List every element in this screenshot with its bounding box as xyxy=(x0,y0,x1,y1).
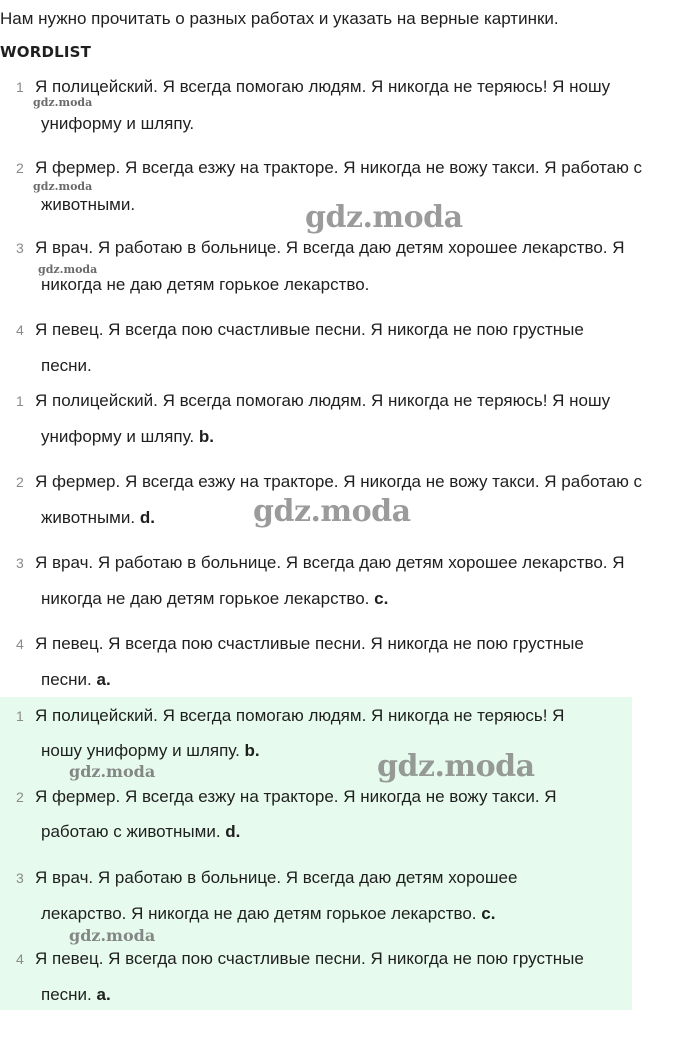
answer-letter: a. xyxy=(96,670,111,689)
item-line-2: лекарство. Я никогда не даю детям горькое лекарство. c. xyxy=(41,904,496,923)
item-line-1: Я фермер. Я всегда езжу на тракторе. Я никогда не вожу такси. Я xyxy=(35,787,557,806)
item-line-2: песни. a. xyxy=(41,985,111,1004)
watermark: gdz.moda xyxy=(69,762,156,781)
watermark: gdz.moda xyxy=(38,263,98,276)
item-line-2: униформу и шляпу. b. xyxy=(41,427,214,446)
item-line-1: Я певец. Я всегда пою счастливые песни. Я никогда не пою грустные xyxy=(35,634,584,653)
item-line-1: Я певец. Я всегда пою счастливые песни. Я никогда не пою грустные xyxy=(35,320,584,339)
item-number: 2 xyxy=(16,160,24,176)
item-line-2: ношу униформу и шляпу. b. xyxy=(41,741,260,760)
item-number: 4 xyxy=(16,636,24,652)
intro-text: Нам нужно прочитать о разных работах и указать на верные картинки. xyxy=(0,9,559,28)
watermark: gdz.moda xyxy=(377,749,535,784)
item-line-1: Я врач. Я работаю в больнице. Я всегда даю детям хорошее лекарство. Я xyxy=(35,553,625,572)
item-line-2: работаю с животными. d. xyxy=(41,822,241,841)
watermark: gdz.moda xyxy=(33,96,93,109)
item-line-1: Я врач. Я работаю в больнице. Я всегда даю детям хорошее лекарство. Я xyxy=(35,238,625,257)
watermark: gdz.moda xyxy=(33,180,93,193)
item-line-1: Я полицейский. Я всегда помогаю людям. Я никогда не теряюсь! Я xyxy=(35,706,565,725)
item-line-1: Я полицейский. Я всегда помогаю людям. Я никогда не теряюсь! Я ношу xyxy=(35,77,611,96)
answer-letter: d. xyxy=(225,822,241,841)
item-line-2: никогда не даю детям горькое лекарство. c. xyxy=(41,589,389,608)
answer-letter: d. xyxy=(139,508,155,527)
item-line-2: песни. a. xyxy=(41,670,111,689)
item-number: 3 xyxy=(16,870,24,886)
item-number: 3 xyxy=(16,555,24,571)
item-number: 1 xyxy=(16,708,24,724)
answer-letter: c. xyxy=(374,589,389,608)
answer-letter: a. xyxy=(96,985,111,1004)
item-number: 3 xyxy=(16,240,24,256)
answer-letter: b. xyxy=(244,741,260,760)
item-number: 2 xyxy=(16,789,24,805)
item-line-2: животными. xyxy=(41,195,136,214)
item-line-2: животными. d. xyxy=(41,508,155,527)
watermark: gdz.moda xyxy=(69,926,156,945)
watermark: gdz.moda xyxy=(253,494,411,529)
item-line-2: песни. xyxy=(41,356,92,375)
item-number: 1 xyxy=(16,79,24,95)
answer-letter: c. xyxy=(481,904,496,923)
item-number: 4 xyxy=(16,322,24,338)
answer-letter: b. xyxy=(198,427,214,446)
item-line-2: униформу и шляпу. xyxy=(41,114,195,133)
item-number: 1 xyxy=(16,393,24,409)
item-line-2: никогда не даю детям горькое лекарство. xyxy=(41,275,370,294)
watermark: gdz.moda xyxy=(305,200,463,235)
item-line-1: Я фермер. Я всегда езжу на тракторе. Я никогда не вожу такси. Я работаю с xyxy=(35,158,643,177)
wordlist-heading: WORDLIST xyxy=(0,43,92,61)
item-line-1: Я полицейский. Я всегда помогаю людям. Я никогда не теряюсь! Я ношу xyxy=(35,391,611,410)
item-number: 4 xyxy=(16,951,24,967)
item-line-1: Я певец. Я всегда пою счастливые песни. Я никогда не пою грустные xyxy=(35,949,584,968)
item-line-1: Я фермер. Я всегда езжу на тракторе. Я никогда не вожу такси. Я работаю с xyxy=(35,472,643,491)
item-number: 2 xyxy=(16,474,24,490)
item-line-1: Я врач. Я работаю в больнице. Я всегда даю детям хорошее xyxy=(35,868,518,887)
